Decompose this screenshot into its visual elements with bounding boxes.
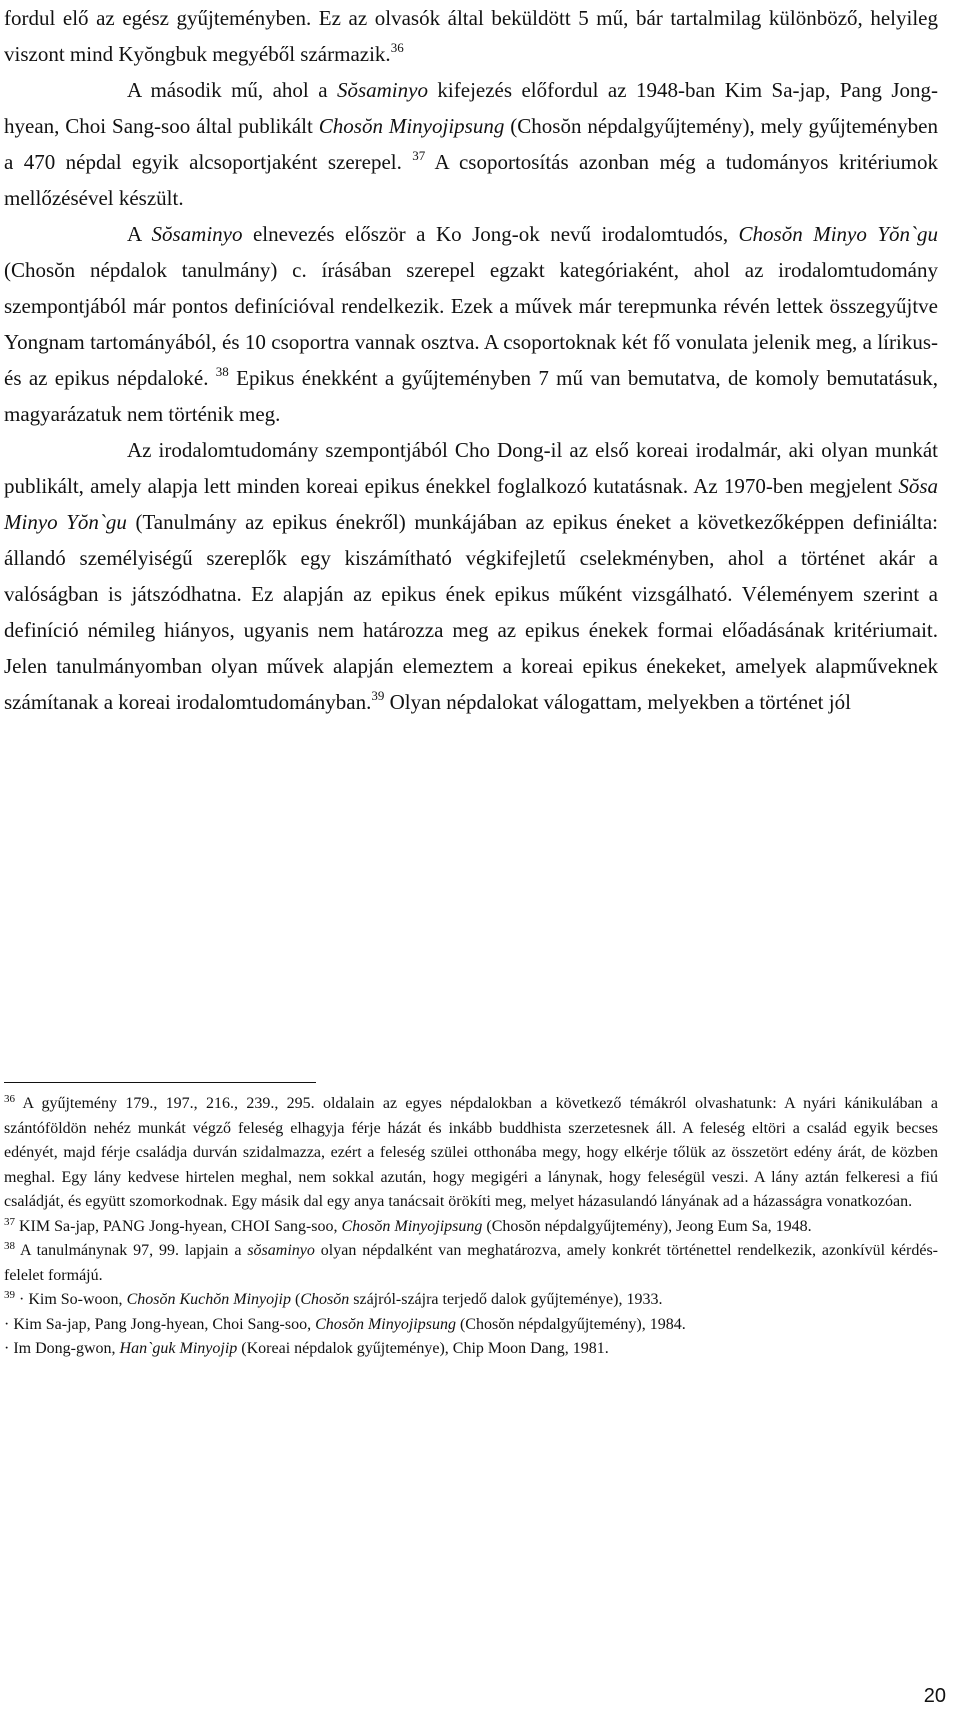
paragraph-text: (Chosŏn népdalok tanulmány) c. írásában szerepel egzakt kategóriaként, ahol az irodalomtudomány szempontjából már pontos definícióval rendelkezik. Ezek a művek már terepmunka révén lettek összegyűjtve Yongnam tartományából, és 10 csoportra vannak osztva. A csoportoknak két fő vonulata jelenik meg, a lírikus- és az epikus népdaloké.: [4, 258, 938, 390]
footnote-text: (Koreai népdalok gyűjteménye), Chip Moon Dang, 1981.: [237, 1340, 609, 1357]
footnote-ref-39[interactable]: 39: [371, 688, 385, 703]
footnote-divider: [4, 1082, 316, 1083]
footnote-36: [4, 1092, 938, 1215]
footnote-number: 38: [4, 1240, 15, 1252]
book-title: Chosŏn: [300, 1291, 350, 1308]
footnote-text: (Chosŏn népdalgyűjtemény), 1984.: [455, 1315, 686, 1333]
paragraph-text: Epikus énekként a gyűjteményben 7 mű van bemutatva, de komoly bemutatásuk, magyarázatuk nem történik meg.: [4, 366, 938, 426]
footnote-text: · Im Dong-gwon,: [4, 1340, 120, 1357]
book-title: Chosŏn Minyojipsung: [315, 1315, 456, 1333]
paragraph-text: elnevezés először a Ko Jong-ok nevű irodalomtudós,: [242, 222, 739, 246]
footnote-number: 39: [4, 1289, 15, 1301]
footnote-text: KIM Sa-jap, PANG Jong-hyean, CHOI Sang-soo,: [15, 1217, 342, 1235]
main-text: [4, 0, 938, 720]
footnote-text: szájról-szájra terjedő dalok gyűjteménye), 1933.: [349, 1291, 663, 1308]
term-italic: sŏsaminyo: [247, 1242, 315, 1259]
paragraph-text: (Tanulmány az epikus énekről) munkájában az epikus éneket a következőképpen definiálta: állandó személyiségű szereplők egy kiszámítható végkifejletű cselekményben, ahol a történet akár a valóságban is játszódhatna. Ez alapján az epikus ének epikus műként vizsgálható. Véleményem szerint a definíció némileg hiányos, ugyanis nem határozza meg az epikus énekek formai előadásának kritériumait. Jelen tanulmányomban olyan művek alapján elemeztem a koreai epikus énekeket, amelyek alapműveknek számítanak a koreai irodalomtudományban.: [4, 510, 938, 714]
footnote-ref-38[interactable]: 38: [215, 364, 229, 379]
book-title: Chosŏn Minyojipsung: [318, 114, 505, 138]
paragraph-2: [4, 72, 938, 216]
book-title: Sŏsa Minyo Yŏn`gu: [4, 474, 938, 534]
footnote-39-item-2: [4, 1313, 938, 1338]
footnote-ref-36[interactable]: 36: [390, 40, 404, 55]
footnote-ref-37[interactable]: 37: [412, 148, 426, 163]
footnote-text: A gyűjtemény 179., 197., 216., 239., 295. oldalain az egyes népdalokban a következő témákról olvashatunk: A nyári kánikulában a szántóföldön nehéz munkát végző feleség elhagyja férje házát és inkább buddhista szerzetesnek áll. A feleség eltöri a család egyik becses edényét, majd férje családja durván szidalmazza, ezért a feleség szülei otthonába megy, hogy elkérje tőlük az összetört edény árát, de közben meghal. Egy lány kedvese hirtelen meghal, nem sokkal azután, hogy megigéri a lánynak, hogy feleségül veszi. A lány aztán felkeresi a fiú családját, és együtt szomorkodnak. Egy másik dal egy anya tanácsait örökíti meg, melyet házasulandó lányának ad a házasságra vonatkozóan.: [4, 1095, 938, 1210]
footnote-37: [4, 1215, 938, 1240]
term-italic: Sŏsaminyo: [151, 222, 243, 246]
paragraph-text: Az irodalomtudomány szempontjából Cho Dong-il az első koreai irodalmár, aki olyan munkát publikált, amely alapja lett minden koreai epikus énekkel foglalkozó kutatásnak. Az 1970-ben megjelent: [4, 438, 938, 498]
paragraph-3: [4, 216, 938, 432]
paragraph-text: kifejezés előfordul az 1948-ban Kim Sa-jap, Pang Jong-hyean, Choi Sang-soo által publikált: [4, 78, 938, 138]
paragraph-1: [4, 0, 938, 72]
term-italic: Sŏsaminyo: [336, 78, 428, 102]
paragraph-text: A: [127, 222, 152, 246]
footnote-number: 36: [4, 1093, 15, 1105]
footnote-39: [4, 1288, 938, 1313]
book-title: Chosŏn Minyo Yŏn`gu: [738, 222, 938, 246]
footnote-text: · Kim So-woon,: [15, 1291, 127, 1308]
paragraph-text: A második mű, ahol a: [127, 78, 337, 102]
footnote-text: A tanulmánynak 97, 99. lapjain a: [15, 1242, 248, 1259]
paragraph-text: Olyan népdalokat válogattam, melyekben a történet jól: [384, 690, 851, 714]
paragraph-text: A csoportosítás azonban még a tudományos kritériumok mellőzésével készült.: [4, 150, 938, 210]
book-title: Chosŏn Kuchŏn Minyojip: [126, 1291, 291, 1308]
footnote-39-item-3: [4, 1337, 938, 1362]
book-title: Han`guk Minyojip: [119, 1340, 238, 1357]
book-title: Chosŏn Minyojipsung: [341, 1217, 483, 1235]
footnote-text: (Chosŏn népdalgyűjtemény), Jeong Eum Sa, 1948.: [482, 1217, 812, 1235]
page-number: 20: [923, 1685, 946, 1707]
footnote-text: · Kim Sa-jap, Pang Jong-hyean, Choi Sang-soo,: [4, 1315, 316, 1333]
footnote-text: (: [291, 1291, 301, 1308]
footnote-number: 37: [4, 1215, 15, 1228]
paragraph-4: [4, 432, 938, 720]
paragraph-text: fordul elő az egész gyűjteményben. Ez az olvasók által beküldött 5 mű, bár tartalmilag különböző, helyileg viszont mind Kyŏngbuk megyéből származik.: [4, 6, 938, 66]
footnotes: [4, 1092, 938, 1362]
footnote-38: [4, 1239, 938, 1288]
paragraph-text: (Chosŏn népdalgyűjtemény), mely gyűjteményben a 470 népdal egyik alcsoportjaként szerepel.: [4, 114, 939, 174]
footnote-text: olyan népdalként van meghatározva, amely konkrét történettel rendelkezik, azonkívül kérdés-felelet formájú.: [4, 1242, 938, 1284]
